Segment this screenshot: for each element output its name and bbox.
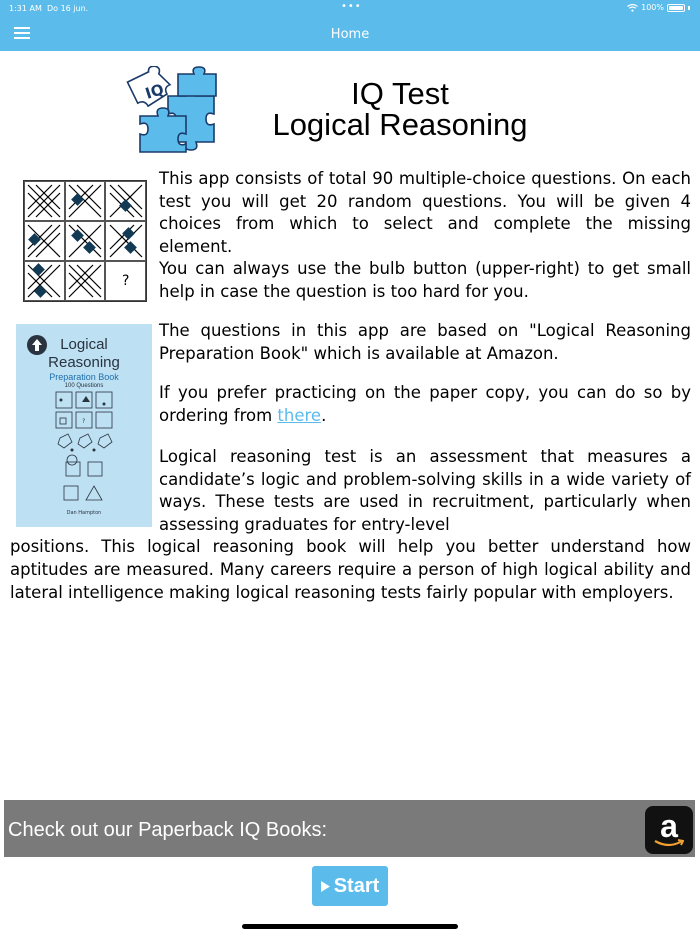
amazon-icon[interactable]: a <box>645 806 693 854</box>
home-indicator[interactable] <box>242 924 458 929</box>
start-button[interactable] <box>312 866 388 906</box>
multitask-dots-icon[interactable]: ••• <box>341 1 362 12</box>
book-title-line-1: Logical <box>60 336 108 353</box>
book-count: 100 Questions <box>64 383 104 389</box>
nav-bar <box>0 18 700 51</box>
grid-cell <box>24 261 65 301</box>
missing-cell: ? <box>105 261 146 301</box>
title-line-1: IQ Test <box>351 76 449 111</box>
logo-label: IQ <box>143 80 167 103</box>
puzzle-logo-icon <box>124 66 218 154</box>
grid-cell <box>24 221 65 261</box>
grid-cell <box>24 181 65 221</box>
grid-cell <box>105 221 146 261</box>
status-bar <box>0 0 700 18</box>
battery-icon <box>667 4 685 12</box>
grid-cell <box>65 181 106 221</box>
start-label: Start <box>333 874 380 897</box>
intro-paragraph-3: If you prefer practicing on the paper copy, you can do so by ordering from there. <box>159 383 691 425</box>
grid-cell <box>105 181 146 221</box>
play-icon <box>321 881 330 892</box>
intro-paragraph-4: Logical reasoning test is an assessment that measures a candidate’s logic and problem-solving skills in a wide variety of ways. These tests are used in recruitment, particularly when assessing graduates for entry-level positions. This logical reasoning book will help you better understand how aptitudes are measured. Many careers require a person of high logical ability and lateral intelligence making logical reasoning tests fairly popular with employers. <box>10 447 691 602</box>
svg-text:?: ? <box>82 418 86 425</box>
battery-tip <box>688 6 690 10</box>
status-right <box>627 3 690 12</box>
intro-paragraph-1: This app consists of total 90 multiple-choice questions. On each test you will get 20 random questions. You will be given 4 choices from which to select and complete the missing element. You can always use the bulb button (upper-right) to get small help in case the question is too hard for you. <box>159 169 691 301</box>
matrix-puzzle-image <box>23 180 147 302</box>
book-subtitle: Preparation Book <box>49 372 119 382</box>
page-title <box>240 78 560 140</box>
amazon-banner[interactable] <box>4 800 695 857</box>
battery-percent: 100% <box>641 3 664 12</box>
nav-title: Home <box>330 27 370 42</box>
intro-paragraph-2: The questions in this app are based on "Logical Reasoning Preparation Book" which is available at Amazon. <box>159 321 691 363</box>
grid-cell <box>65 221 106 261</box>
order-link[interactable]: there <box>277 405 322 425</box>
title-line-2: Logical Reasoning <box>272 107 528 142</box>
grid-cell <box>65 261 106 301</box>
book-author: Dan Hampton <box>66 510 102 516</box>
book-title-line-2: Reasoning <box>48 354 120 371</box>
wifi-icon <box>627 4 638 12</box>
banner-text: Check out our Paperback IQ Books: <box>8 819 328 841</box>
status-time: 1:31 AM Do 16 jun. <box>9 4 89 13</box>
